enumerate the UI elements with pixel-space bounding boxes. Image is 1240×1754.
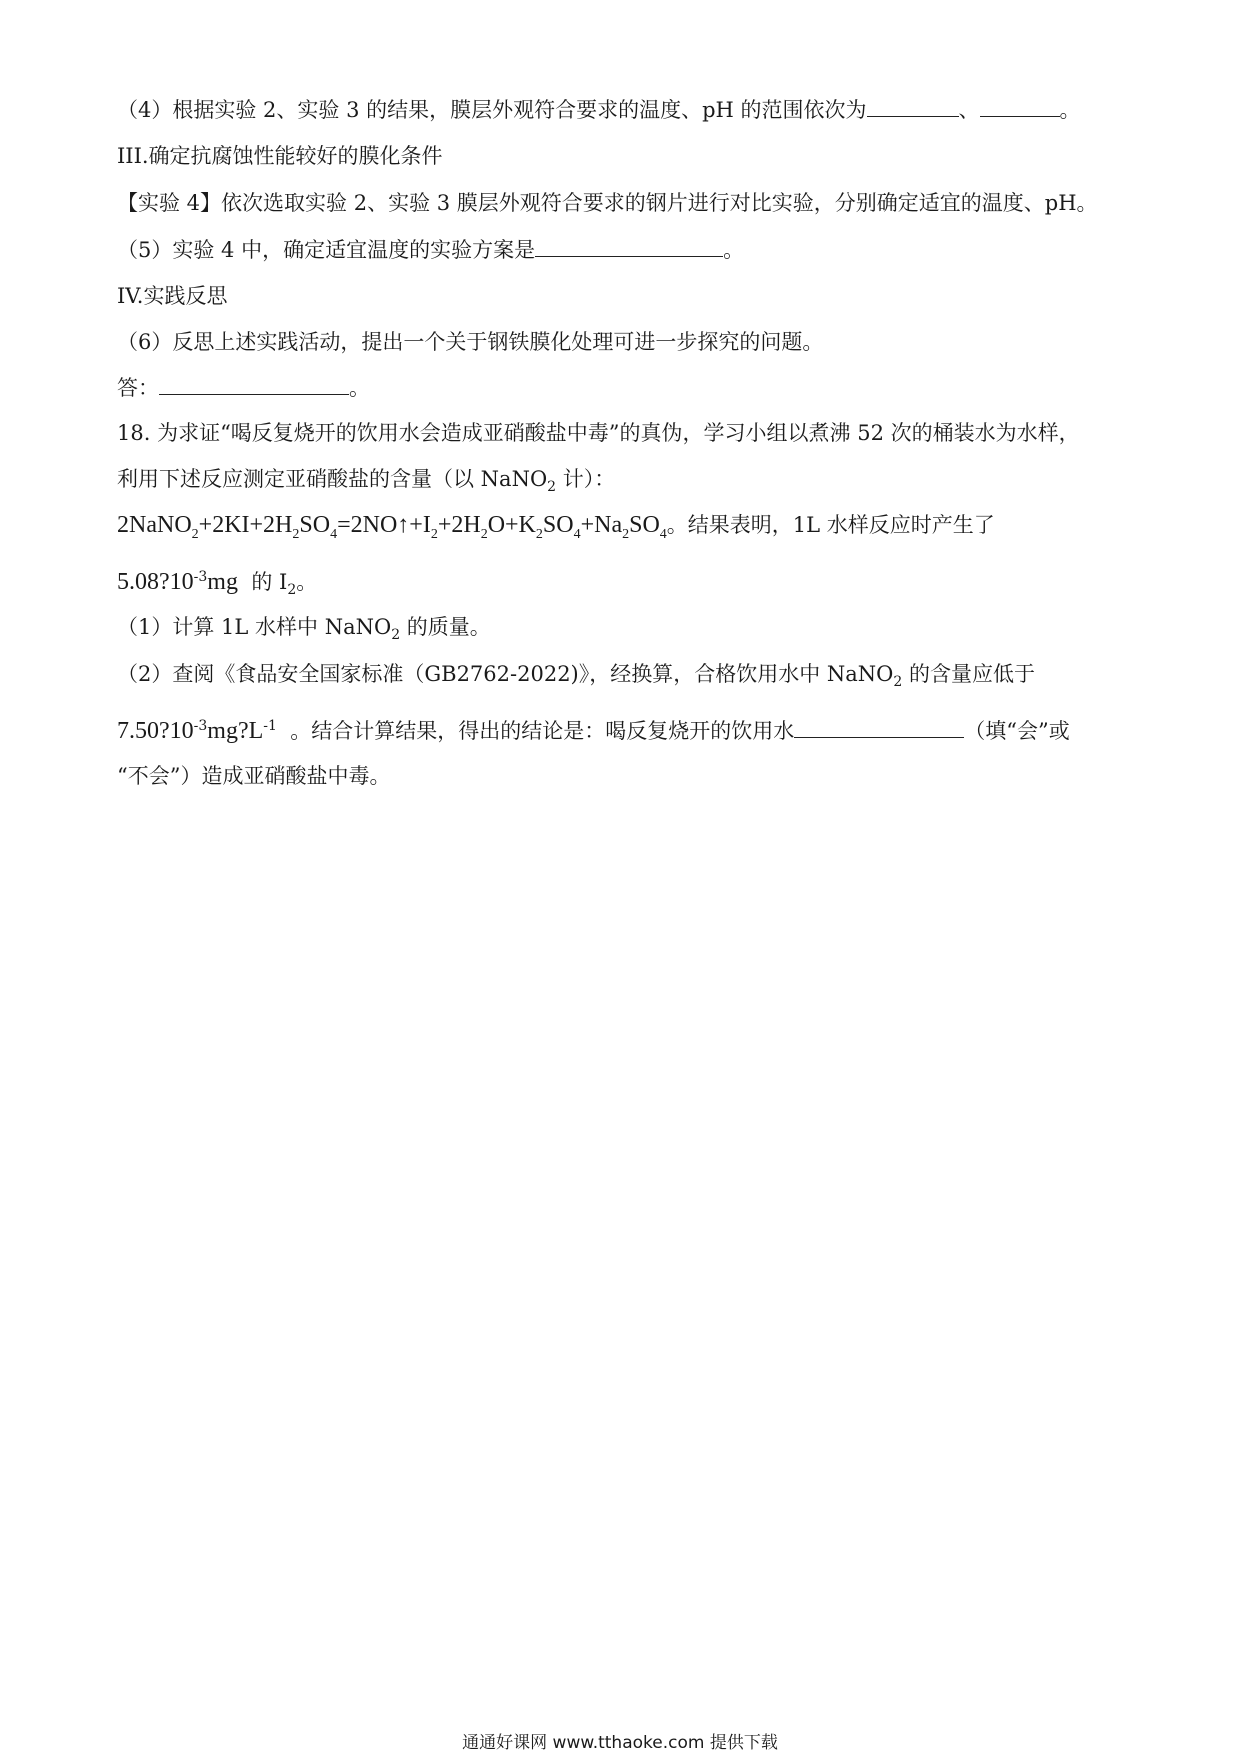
limit-line: $7.50?10^{-3}mg?L^{-1}$ 。结合计算结果，得出的结论是：喝反复烧开的饮用水 （填“会”或 xyxy=(117,718,1070,744)
answer-blank[interactable] xyxy=(867,96,959,117)
reaction-equation-line: $2NaNO_2+2KI+2H_2SO_4=2NO↑+I_2+2H_2O+K_2SO_4+Na_2SO_4$。结果表明，1L 水样反应时产生了 xyxy=(117,512,995,542)
question-18-intro: 18. 为求证“喝反复烧开的饮用水会造成亚硝酸盐中毒”的真伪，学习小组以煮沸 52 次的桶装水为水样， xyxy=(117,421,1080,445)
section-iv-heading: IV.实践反思 xyxy=(117,284,228,308)
answer-line: 答： 。 xyxy=(117,376,370,400)
answer-blank[interactable] xyxy=(794,717,964,738)
chemical-equation: $2NaNO_2+2KI+2H_2SO_4=2NO↑+I_2+2H_2O+K_2SO_4+Na_2SO_4$ xyxy=(117,512,667,542)
iodine-mass-line: $5.08?10^{-3}mg$ 的 $I_2$。 xyxy=(117,569,318,599)
answer-blank[interactable] xyxy=(159,374,349,395)
question-18-method: 利用下述反应测定亚硝酸盐的含量（以 NaNO$_2$ 计）： xyxy=(117,467,616,496)
question-18-1: （1）计算 1L 水样中 NaNO$_2$ 的质量。 xyxy=(117,615,491,644)
answer-blank[interactable] xyxy=(980,96,1060,117)
question-6: （6）反思上述实践活动，提出一个关于钢铁膜化处理可进一步探究的问题。 xyxy=(117,330,824,354)
experiment-4: 【实验 4】依次选取实验 2、实验 3 膜层外观符合要求的钢片进行对比实验，分别确定适宜的温度、pH。 xyxy=(117,191,1098,215)
answer-blank[interactable] xyxy=(535,236,723,257)
question-5: （5）实验 4 中，确定适宜温度的实验方案是 。 xyxy=(117,238,745,262)
question-18-2-end: “不会”）造成亚硝酸盐中毒。 xyxy=(117,764,391,788)
section-iii-heading: III.确定抗腐蚀性能较好的膜化条件 xyxy=(117,144,443,168)
question-18-2: （2）查阅《食品安全国家标准（GB2762-2022)》，经换算，合格饮用水中 NaNO$_2$ 的含量应低于 xyxy=(117,662,1036,691)
question-4: （4）根据实验 2、实验 3 的结果，膜层外观符合要求的温度、pH 的范围依次为 、 。 xyxy=(117,98,1081,122)
footer-source: 通通好课网 www.tthaoke.com 提供下载 xyxy=(462,1733,778,1753)
